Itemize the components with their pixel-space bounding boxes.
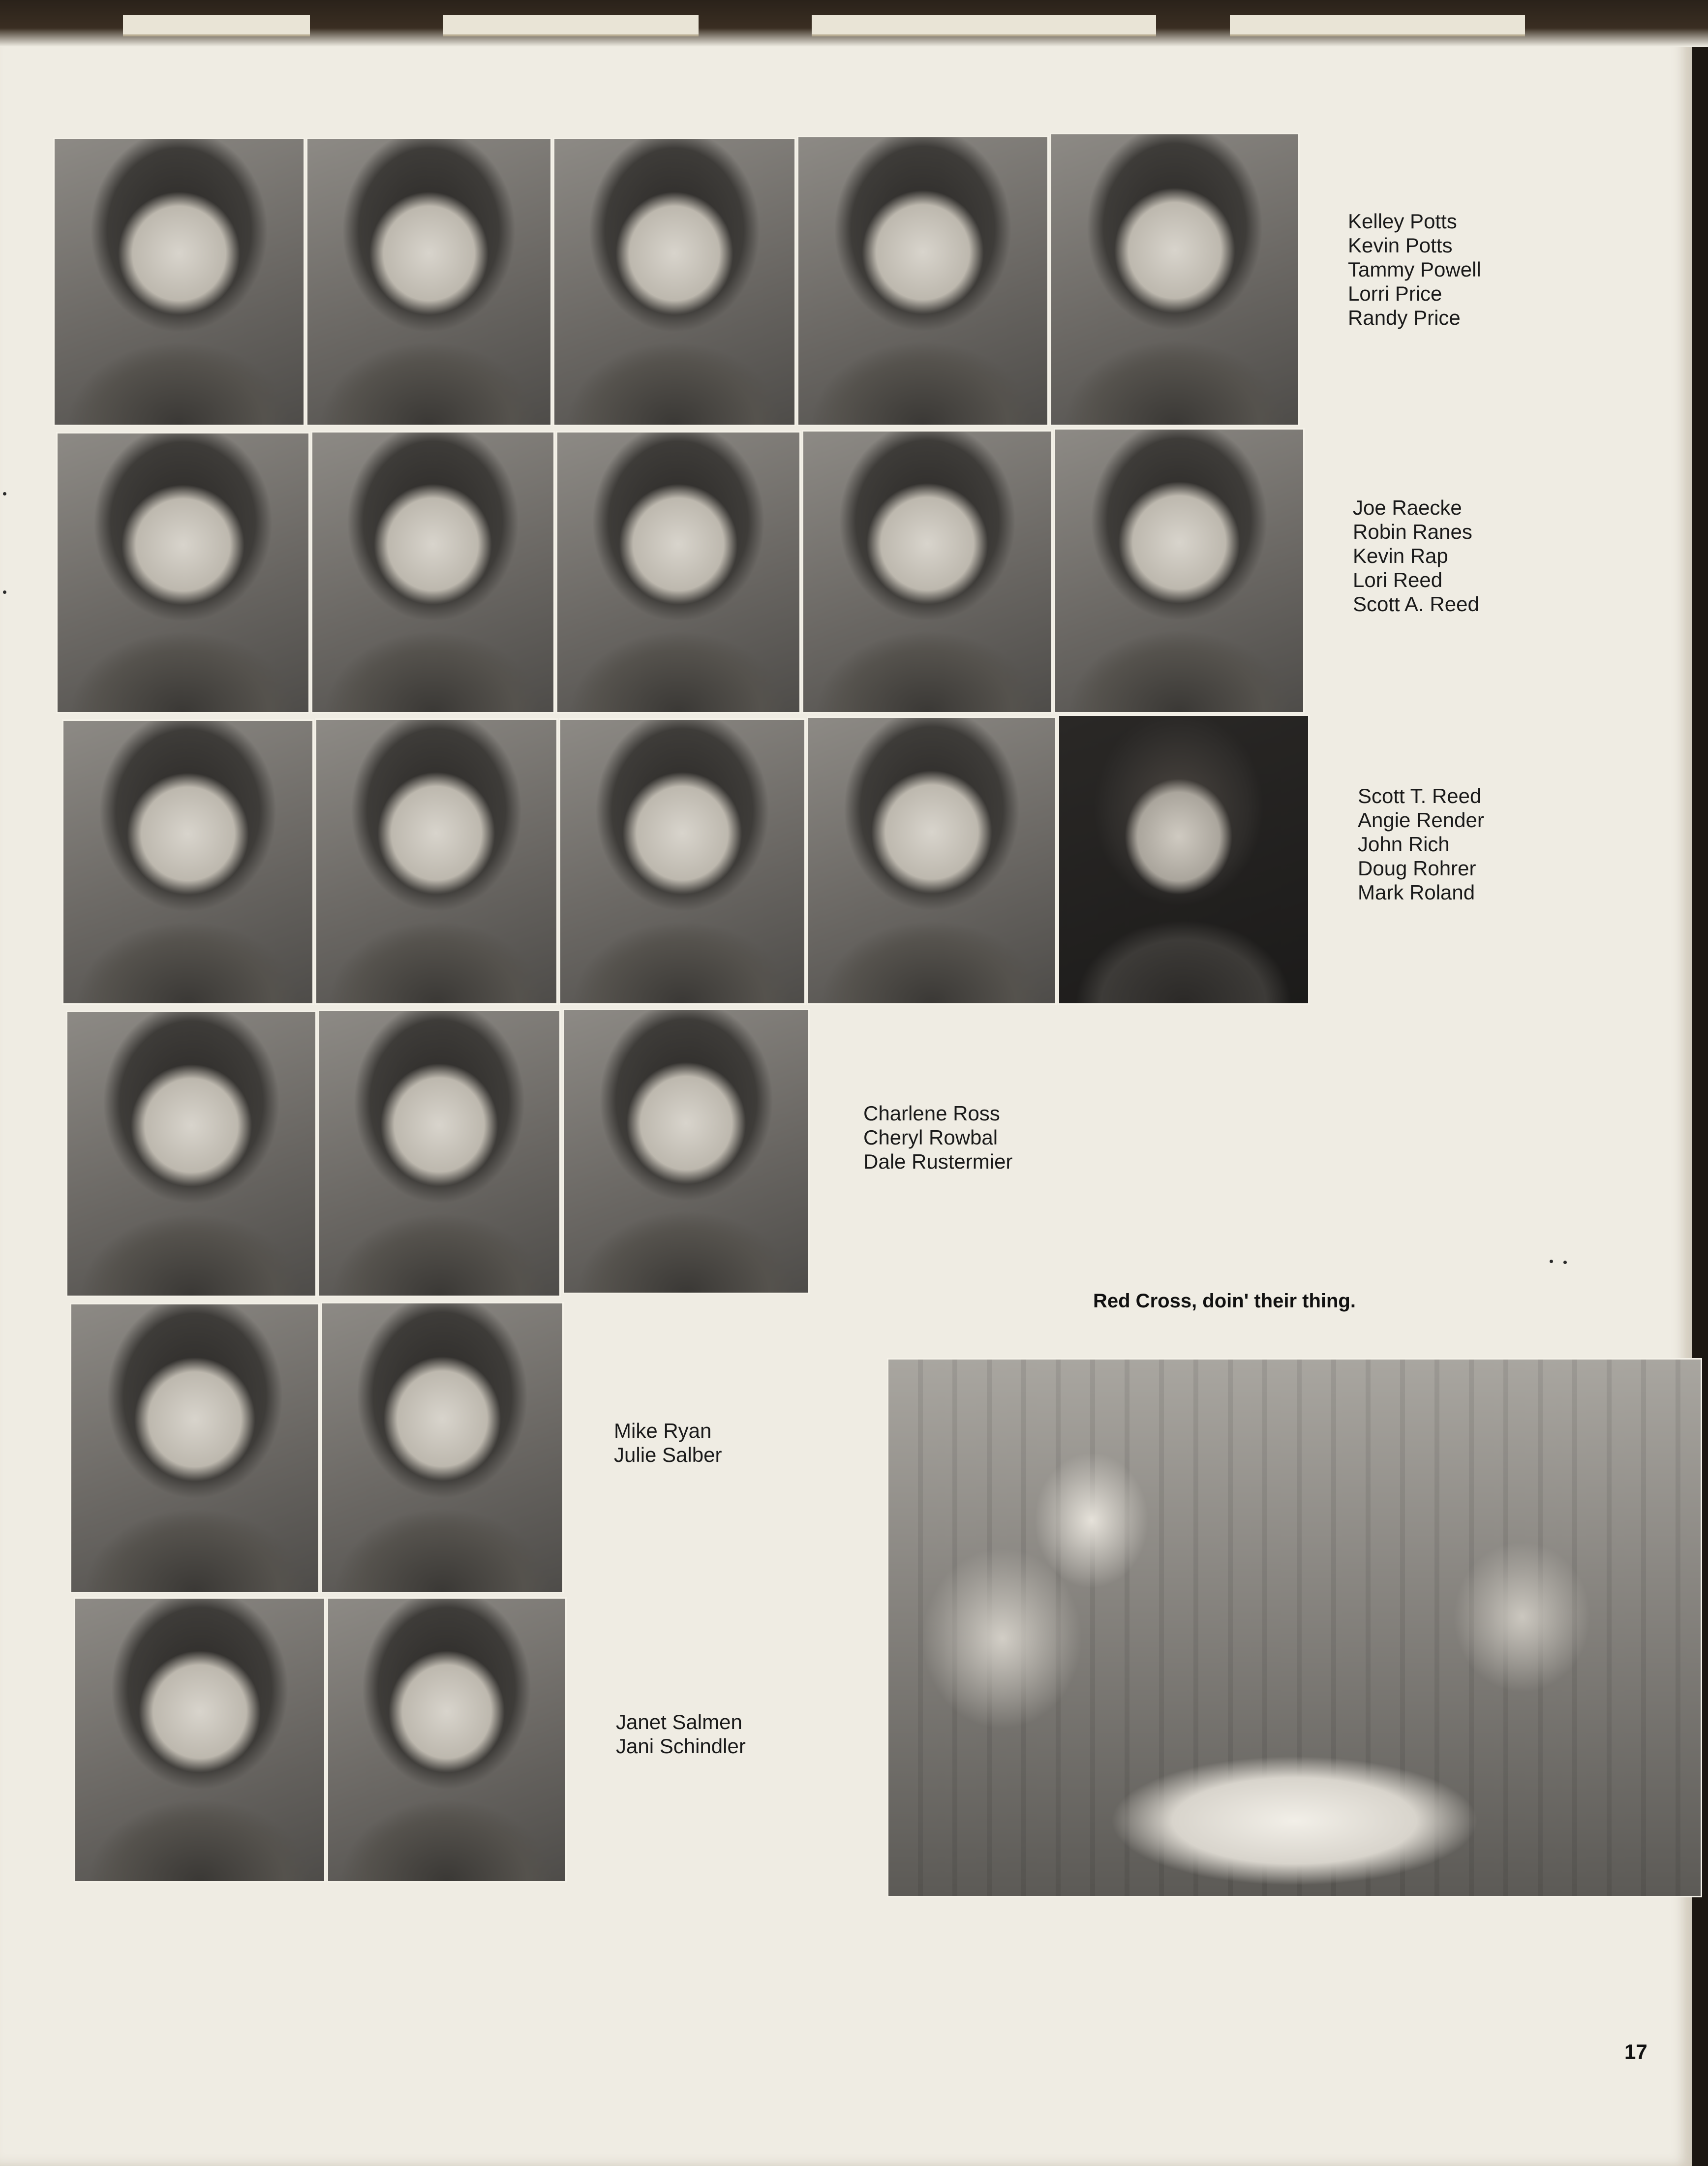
portrait-photo bbox=[553, 138, 796, 426]
student-name: Charlene Ross bbox=[863, 1102, 1000, 1125]
portrait-photo bbox=[559, 718, 806, 1005]
student-name: Cheryl Rowbal bbox=[863, 1126, 998, 1149]
torn-fragment bbox=[812, 15, 1156, 36]
portrait-photo bbox=[70, 1303, 320, 1593]
name-list-row-3 bbox=[1358, 784, 1484, 904]
photo-caption: Red Cross, doin' their thing. bbox=[1093, 1290, 1356, 1312]
student-name: Scott A. Reed bbox=[1353, 592, 1479, 616]
portrait-photo bbox=[315, 718, 558, 1005]
print-speck bbox=[3, 492, 6, 495]
portrait-photo bbox=[556, 431, 801, 713]
name-list-row-4 bbox=[863, 1101, 1012, 1174]
portrait-photo bbox=[807, 716, 1057, 1005]
portrait-photo bbox=[53, 138, 305, 426]
print-speck bbox=[1563, 1261, 1567, 1264]
portrait-photo bbox=[327, 1597, 567, 1883]
name-list-row-5 bbox=[614, 1419, 722, 1467]
student-name: John Rich bbox=[1358, 833, 1450, 856]
portrait-photo bbox=[66, 1011, 317, 1297]
torn-fragment bbox=[123, 15, 310, 36]
portrait-photo bbox=[563, 1009, 810, 1294]
student-name: Tammy Powell bbox=[1348, 258, 1481, 281]
student-name: Lorri Price bbox=[1348, 282, 1442, 305]
print-speck bbox=[1550, 1260, 1553, 1263]
portrait-photo bbox=[1054, 428, 1305, 713]
portrait-photo bbox=[56, 432, 310, 713]
student-name: Janet Salmen bbox=[616, 1710, 742, 1733]
name-list-row-6 bbox=[616, 1710, 746, 1758]
student-name: Mike Ryan bbox=[614, 1419, 712, 1442]
student-name: Robin Ranes bbox=[1353, 520, 1472, 543]
portrait-photo bbox=[62, 719, 314, 1005]
student-name: Joe Raecke bbox=[1353, 496, 1462, 519]
student-name: Mark Roland bbox=[1358, 881, 1475, 904]
torn-top-edge bbox=[0, 0, 1708, 47]
student-name: Lori Reed bbox=[1353, 568, 1443, 591]
candid-photo-red-cross bbox=[887, 1358, 1702, 1897]
name-list-row-1 bbox=[1348, 209, 1481, 330]
portrait-photo bbox=[74, 1597, 326, 1883]
portrait-photo bbox=[1050, 133, 1300, 426]
print-speck bbox=[3, 590, 6, 594]
portrait-photo bbox=[802, 430, 1053, 713]
student-name: Kevin Rap bbox=[1353, 544, 1448, 567]
student-name: Scott T. Reed bbox=[1358, 784, 1482, 807]
portrait-photo bbox=[306, 138, 552, 426]
torn-fragment bbox=[443, 15, 699, 36]
portrait-photo bbox=[1058, 714, 1310, 1005]
torn-fragment bbox=[1230, 15, 1525, 36]
portrait-photo bbox=[797, 136, 1049, 426]
page-number: 17 bbox=[1624, 2040, 1647, 2063]
portrait-photo bbox=[321, 1302, 564, 1593]
student-name: Jani Schindler bbox=[616, 1734, 746, 1758]
portrait-photo bbox=[311, 431, 555, 713]
student-name: Doug Rohrer bbox=[1358, 857, 1476, 880]
student-name: Kevin Potts bbox=[1348, 234, 1453, 257]
student-name: Randy Price bbox=[1348, 306, 1461, 329]
name-list-row-2 bbox=[1353, 495, 1479, 616]
student-name: Angie Render bbox=[1358, 808, 1484, 832]
student-name: Dale Rustermier bbox=[863, 1150, 1013, 1173]
student-name: Julie Salber bbox=[614, 1443, 722, 1466]
student-name: Kelley Potts bbox=[1348, 210, 1457, 233]
portrait-photo bbox=[318, 1010, 561, 1297]
